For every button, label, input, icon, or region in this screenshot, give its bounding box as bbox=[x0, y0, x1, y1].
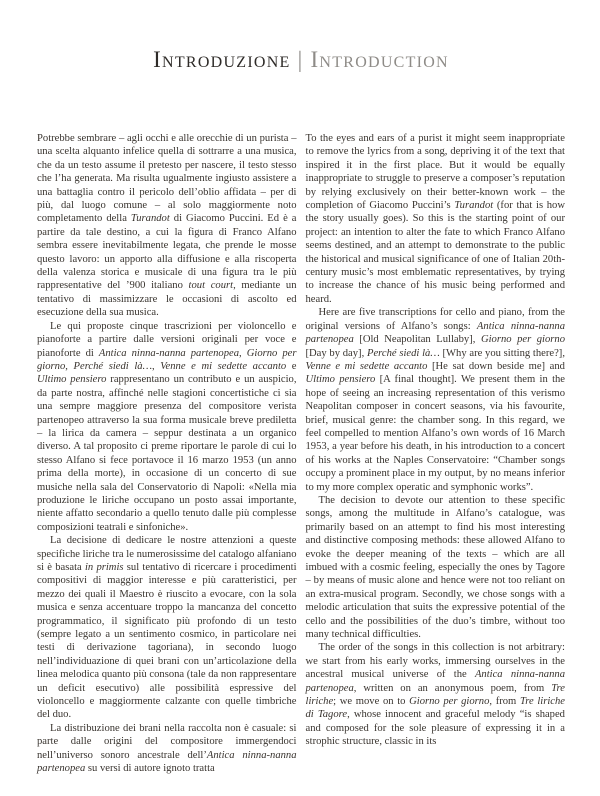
text-run: Here are five transcriptions for cello and piano, from the original versions of Alfano’s songs: bbox=[305, 307, 565, 332]
italic-title-text: Perché siedi là… bbox=[73, 360, 152, 372]
paragraph bbox=[37, 132, 297, 320]
text-run: Le qui proposte cinque trascrizioni per violoncello e pianoforte a partire dalle versioni originali per voce e pianoforte di bbox=[37, 320, 297, 359]
text-run: [Why are you sitting there?], bbox=[439, 347, 565, 359]
paragraph bbox=[306, 641, 566, 748]
italic-title-text: Turandot bbox=[454, 200, 494, 212]
paragraph bbox=[306, 132, 566, 306]
text-run: La distribuzione dei brani nella raccolta non è casuale: si parte dalle origini del compositore immergendoci nell’universo sonoro ancestrale dell’ bbox=[37, 722, 297, 761]
title-italian: Introduzione bbox=[153, 47, 291, 72]
text-run: di Giacomo Puccini. Ed è a partire da tale destino, a cui la figura di Franco Alfano sembra essere inevitabilmente legata, che prende le mosse questo lavoro: un apporto alla diffusione e alla riscoperta della valenza storica e musicale di una figura tra le più rappresentative del ’900 italiano bbox=[37, 213, 297, 292]
italic-title-text: Tre liriche di Tagore bbox=[305, 696, 565, 721]
text-run: La decisione di dedicare le nostre attenzioni a queste specifiche liriche tra le numerosissime del catalogo alfaniano si è basata bbox=[37, 535, 297, 573]
italic-title-text: Perché siedi là… bbox=[366, 347, 440, 359]
text-run: , whose innocent and graceful melody “is shaped and composed for the sole pleasure of expressing it in a strophic structure, classic in its bbox=[305, 709, 565, 748]
text-run: ; we move on to bbox=[333, 696, 410, 708]
text-run: (for that is how the story usually goes). So this is the starting point of our project: an intention to alter the fate to which Franco Alfano seems destined, and an attempt to demonstrate to the public the historical and musical significance of one of Italian 20th-century music’s most emblematic representatives, by trying to increase the chance of his music being performed and heard. bbox=[305, 200, 565, 305]
paragraph bbox=[306, 306, 566, 494]
text-run: , bbox=[152, 360, 161, 372]
text-run: , bbox=[239, 347, 247, 359]
italic-title-text: Antica ninna-nanna partenopea bbox=[37, 749, 297, 775]
text-run: rappresentano un contributo e un auspicio, da parte nostra, affinché nelle stagioni concertistiche ci sia una sempre maggiore presenza del compositore verista partenopeo attraverso la sua forma musicale breve prediletta – la lirica da camera – seppur destinata a un organico diverso. A tal proposito ci preme riportare le parole di cui lo stesso Alfano si fece portavoce il 16 marzo 1953 (un anno prima della morte), in occasione di un concerto di sue musiche nella sala del Conservatorio di Napoli: «Nella mia produzione le liriche occupano un posto assai importante, niente affatto secondario a quello tenuto dalle più complesse composizioni teatrali e sinfoniche». bbox=[37, 374, 297, 533]
text-run: The order of the songs in this collection is not arbitrary: we start from his early works, immersing ourselves in the ancestral musical universe of the bbox=[305, 642, 565, 681]
paragraph bbox=[306, 494, 566, 641]
italic-title-text: Antica ninna-nanna partenopea bbox=[305, 320, 565, 346]
text-run: To the eyes and ears of a purist it might seem inappropriate to remove the lyrics from a song, depriving it of the text that inspired it in the first place. But it would be equally inappropriate to struggle to preserve a composer’s reputation by relying exclusively on their better-known work – the completion of Giacomo Puccini’s bbox=[305, 133, 565, 212]
text-run: Potrebbe sembrare – agli occhi e alle orecchie di un purista – una scelta alquanto infelice quella di sottrarre a una musica, che da un testo assume il pretesto per nascere, il testo stesso che l’ha generata. Ma risulta ugualmente ingiusto assistere a una battaglia contro il pericolo dell’oblio affidata – per di più, dal luogo comune – al solo maggiormente noto completamento della bbox=[37, 133, 297, 225]
text-run: e bbox=[286, 360, 297, 372]
text-run: sul tentativo di ricercare i procedimenti compositivi di maggior interesse e più caratteristici, per mezzo dei quali il Maestro è riuscito a evocare, con la sola musica e senza accentuare troppo la mancanza del concetto programmatico, il significato più profondo di un testo (sempre legato a un sentimento cosmico, in particolare nei testi di derivazione tagoriana), in secondo luogo nell’individuazione di quei brani con un’articolazione della linea melodica quanto più consona (tale da non rappresentare un deficit esecutivo) alle possibilità espressive del violoncello e maggiormente calzante con quelle timbriche del duo. bbox=[37, 562, 297, 721]
italic-title-text: tout court bbox=[188, 280, 234, 292]
text-run: , bbox=[65, 360, 74, 372]
italian-column bbox=[37, 132, 297, 776]
italic-title-text: Venne e mi sedette accanto bbox=[160, 360, 287, 372]
italic-title-text: Ultimo pensiero bbox=[305, 374, 376, 386]
italic-title-text: Venne e mi sedette accanto bbox=[305, 360, 428, 372]
text-run: su versi di autore ignoto tratta bbox=[85, 763, 215, 775]
title-english: Introduction bbox=[310, 47, 449, 72]
italic-title-text: Turandot bbox=[130, 213, 170, 225]
paragraph bbox=[37, 320, 297, 535]
english-column bbox=[306, 132, 566, 776]
text-run: [Day by day], bbox=[305, 347, 367, 359]
text-run: [A final thought]. We present them in the hope of seeing an increasing representation of this verismo Neapolitan composer in concert seasons, via his favourite, brief, musical genre: the chamber song. In this regard, we feel compelled to mention Alfano’s own words of 16 March 1953, a year before his death, in his introduction to a concert of his works at the Naples Conservatoire: “Chamber songs occupy a prominent place in my output, by no means inferior to my more complex operatic and symphonic works”. bbox=[305, 374, 566, 493]
italic-title-text: in primis bbox=[84, 562, 124, 573]
italic-title-text: Antica ninna-nanna partenopea bbox=[305, 669, 565, 694]
two-column-text-block bbox=[37, 132, 565, 776]
text-run: , from bbox=[489, 696, 520, 708]
page-title bbox=[37, 46, 565, 74]
text-run: [He sat down beside me] and bbox=[427, 360, 565, 372]
text-run: The decision to devote our attention to these specific songs, among the multitude in Alfano’s catalogue, was primarily based on an attempt to find his most interesting and distinctive composing methods: these allowed Alfano to evoke the deeper meaning of the texts – which are all imbued with a cosmic feeling, especially the ones by Tagore – by means of music alone and hence were not too reliant on an extra-musical program. Secondly, we chose songs with a melodic articulation that suits the expressive potential of the cello and the possibilities of the duo’s timbre, without too many technical difficulties. bbox=[305, 494, 565, 641]
title-separator: | bbox=[297, 47, 304, 72]
italic-title-text: Ultimo pensiero bbox=[37, 374, 107, 386]
italic-title-text: Antica ninna-nanna partenopea bbox=[98, 347, 240, 359]
text-run: , mediante un tentativo di massimizzare le occasioni di ascolto ed esecuzione della sua musica. bbox=[37, 280, 297, 319]
italic-title-text: Giorno per giorno bbox=[409, 696, 490, 708]
text-run: , written on an anonymous poem, from bbox=[353, 682, 552, 694]
paragraph bbox=[37, 722, 297, 776]
italic-title-text: Giorno per giorno bbox=[480, 334, 565, 346]
italic-title-text: Giorno per giorno bbox=[37, 347, 297, 372]
text-run: [Old Neapolitan Lullaby], bbox=[353, 334, 481, 346]
paragraph bbox=[37, 534, 297, 722]
italic-title-text: Tre liriche bbox=[305, 682, 565, 708]
